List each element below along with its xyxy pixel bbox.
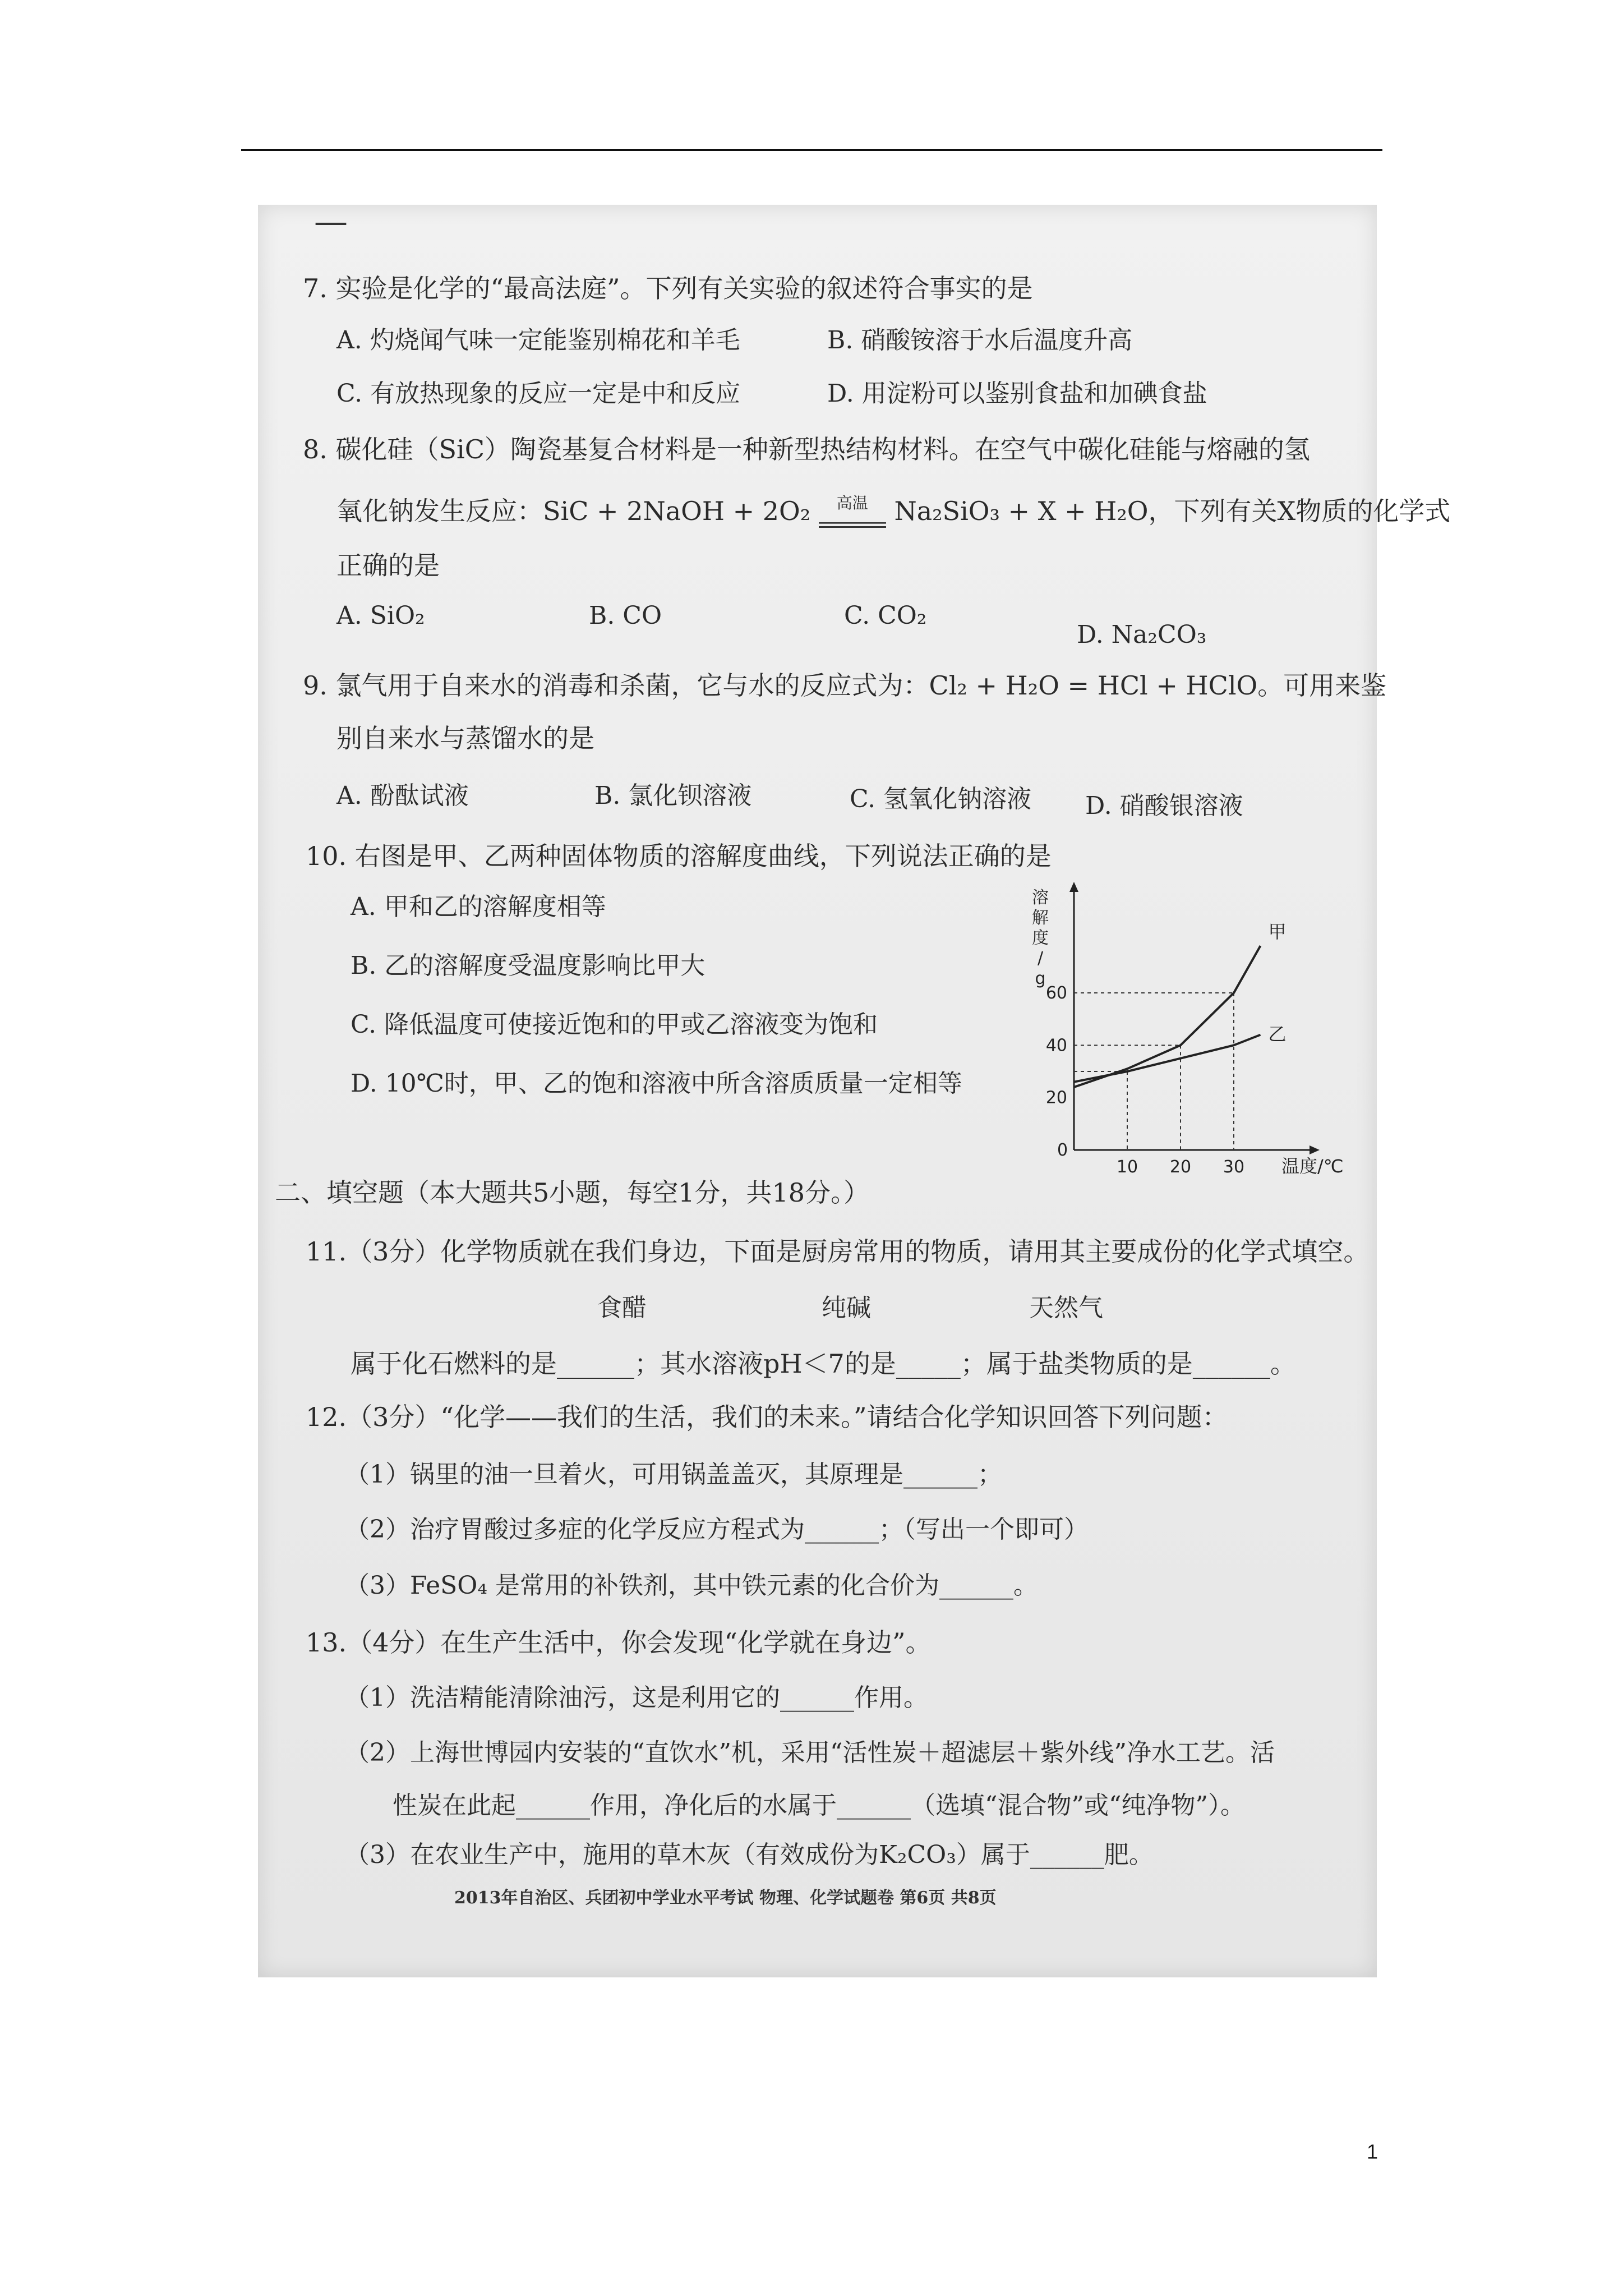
q9-option-a: A. 酚酞试液 xyxy=(336,781,469,810)
header-dash: — xyxy=(314,202,348,241)
q13-part3: （3）在农业生产中，施用的草木灰（有效成份为K₂CO₃）属于______肥。 xyxy=(345,1841,1154,1869)
top-rule xyxy=(241,149,1382,151)
page-number: 1 xyxy=(1367,2140,1378,2163)
x-tick-label: 10 xyxy=(1116,1157,1138,1177)
q8-option-d: D. Na₂CO₃ xyxy=(1077,620,1207,649)
origin-label: 0 xyxy=(1057,1140,1068,1160)
q12-stem: 12.（3分）“化学——我们的生活，我们的未来。”请结合化学知识回答下列问题： xyxy=(306,1402,1228,1432)
q7-option-c: C. 有放热现象的反应一定是中和反应 xyxy=(336,379,741,408)
q8-option-b: B. CO xyxy=(589,601,662,630)
q8-option-c: C. CO₂ xyxy=(844,601,927,630)
q7-option-d: D. 用淀粉可以鉴别食盐和加碘食盐 xyxy=(827,379,1207,408)
q7-stem: 7. 实验是化学的“最高法庭”。下列有关实验的叙述符合事实的是 xyxy=(303,273,1033,303)
q9-option-b: B. 氯化钡溶液 xyxy=(594,781,752,810)
series-label-yi: 乙 xyxy=(1268,1023,1287,1045)
q10-stem: 10. 右图是甲、乙两种固体物质的溶解度曲线，下列说法正确的是 xyxy=(306,841,1052,871)
q8-reaction-arrow xyxy=(819,494,886,528)
y-tick-label: 20 xyxy=(1045,1088,1067,1108)
x-tick-label: 20 xyxy=(1169,1157,1192,1177)
q9-line2: 别自来水与蒸馏水的是 xyxy=(336,723,594,753)
q8-equation-right: Na₂SiO₃ + X + H₂O，下列有关X物质的化学式 xyxy=(894,496,1451,526)
y-tick-label: 60 xyxy=(1045,983,1067,1003)
series-label-jia: 甲 xyxy=(1268,921,1287,942)
y-axis-label-char: / xyxy=(1037,949,1044,968)
q8-equation xyxy=(336,491,1450,528)
x-axis-label: 温度/℃ xyxy=(1281,1156,1344,1177)
y-axis-label-char: g xyxy=(1035,969,1046,988)
q11-item-soda: 纯碱 xyxy=(822,1294,871,1322)
q11-stem: 11.（3分）化学物质就在我们身边，下面是厨房常用的物质，请用其主要成份的化学式填空。 xyxy=(306,1236,1370,1267)
q7-option-a: A. 灼烧闻气味一定能鉴别棉花和羊毛 xyxy=(336,326,740,355)
q7-option-b: B. 硝酸铵溶于水后温度升高 xyxy=(827,326,1133,355)
q8-option-a: A. SiO₂ xyxy=(336,601,425,630)
q11-item-natural-gas: 天然气 xyxy=(1029,1294,1103,1322)
q9-stem: 9. 氯气用于自来水的消毒和杀菌，它与水的反应式为：Cl₂ + H₂O = HCl + HClO。可用来鉴 xyxy=(303,670,1387,701)
x-tick-label: 30 xyxy=(1223,1157,1245,1177)
y-axis-label-char: 度 xyxy=(1032,928,1049,948)
series-curve-yi xyxy=(1074,1035,1261,1082)
q8-line3: 正确的是 xyxy=(336,550,440,581)
q8-equation-left: 氧化钠发生反应：SiC + 2NaOH + 2O₂ xyxy=(336,496,811,526)
q13-part2-cont: 性炭在此起______作用，净化后的水属于______（选填“混合物”或“纯净物”）。 xyxy=(393,1791,1245,1820)
q11-item-vinegar: 食醋 xyxy=(597,1294,647,1322)
y-axis-label-char: 溶 xyxy=(1032,888,1049,908)
q10-option-c: C. 降低温度可使接近饱和的甲或乙溶液变为饱和 xyxy=(351,1010,878,1039)
q9-option-d: D. 硝酸银溶液 xyxy=(1085,792,1243,820)
x-axis-arrow xyxy=(1310,1145,1320,1154)
q10-option-b: B. 乙的溶解度受温度影响比甲大 xyxy=(351,951,706,980)
q10-option-a: A. 甲和乙的溶解度相等 xyxy=(351,892,606,921)
section2-heading: 二、填空题（本大题共5小题，每空1分，共18分。） xyxy=(275,1177,870,1208)
q10-option-d: D. 10℃时，甲、乙的饱和溶液中所含溶质质量一定相等 xyxy=(351,1069,962,1098)
q12-part2: （2）治疗胃酸过多症的化学反应方程式为______；（写出一个即可） xyxy=(345,1515,1089,1544)
q12-part1: （1）锅里的油一旦着火，可用锅盖盖灭，其原理是______； xyxy=(345,1460,1002,1489)
q8-stem: 8. 碳化硅（SiC）陶瓷基复合材料是一种新型热结构材料。在空气中碳化硅能与熔融的氢 xyxy=(303,434,1310,464)
q13-stem: 13.（4分）在生产生活中，你会发现“化学就在身边”。 xyxy=(306,1627,932,1658)
y-tick-label: 40 xyxy=(1045,1036,1067,1056)
y-axis-label-char: 解 xyxy=(1032,908,1049,928)
q11-fill-line: 属于化石燃料的是______；其水溶液pH＜7的是_____；属于盐类物质的是______。 xyxy=(351,1349,1296,1379)
q8-reaction-condition: 高温 xyxy=(836,494,868,512)
exam-footer: 2013年自治区、兵团初中学业水平考试 物理、化学试题卷 第6页 共8页 xyxy=(454,1888,997,1908)
q13-part2: （2）上海世博园内安装的“直饮水”机，采用“活性炭＋超滤层＋紫外线”净水工艺。活 xyxy=(345,1738,1275,1767)
q12-part3: （3）FeSO₄ 是常用的补铁剂，其中铁元素的化合价为______。 xyxy=(345,1571,1038,1600)
q9-option-c: C. 氢氧化钠溶液 xyxy=(850,785,1032,813)
series-curve-jia xyxy=(1074,946,1261,1087)
q13-part1: （1）洗洁精能清除油污，这是利用它的______作用。 xyxy=(345,1683,928,1712)
solubility-curve-chart xyxy=(1012,886,1344,1189)
